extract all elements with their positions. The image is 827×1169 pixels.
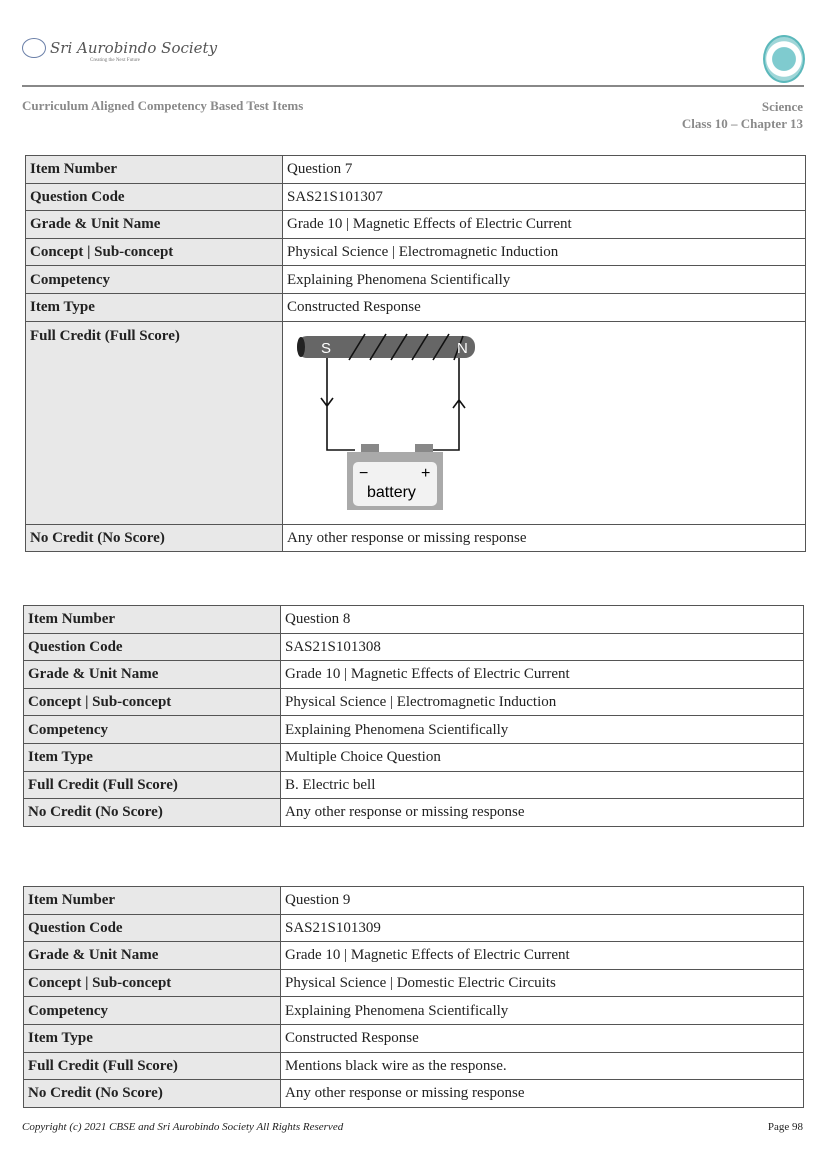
header-divider xyxy=(22,85,804,87)
table-row xyxy=(26,524,806,552)
document-title: Curriculum Aligned Competency Based Test Items xyxy=(22,98,304,113)
globe-icon xyxy=(22,38,46,58)
row-label: Concept | Sub-concept xyxy=(24,969,281,997)
battery-minus: − xyxy=(359,464,369,482)
row-label: Concept | Sub-concept xyxy=(24,688,281,716)
table-row xyxy=(24,942,804,970)
table-row xyxy=(24,606,804,634)
table-row xyxy=(24,771,804,799)
item-table-q7 xyxy=(25,155,806,552)
row-value: Any other response or missing response xyxy=(281,799,804,827)
table-row xyxy=(24,1024,804,1052)
row-label: Item Number xyxy=(24,606,281,634)
row-value: Question 8 xyxy=(281,606,804,634)
row-label: Full Credit (Full Score) xyxy=(24,771,281,799)
north-pole-label: N xyxy=(457,339,468,357)
logo-text: Sri Aurobindo Society xyxy=(50,39,218,57)
sri-aurobindo-society-logo xyxy=(22,38,218,63)
row-value: Question 9 xyxy=(281,887,804,915)
table-row xyxy=(26,156,806,184)
row-value: B. Electric bell xyxy=(281,771,804,799)
row-label: Item Type xyxy=(26,293,283,321)
table-row xyxy=(24,633,804,661)
item-table-q9 xyxy=(23,886,804,1108)
table-row xyxy=(26,321,806,524)
row-value: Grade 10 | Magnetic Effects of Electric Current xyxy=(281,942,804,970)
cbse-seal-icon xyxy=(763,35,805,83)
subject: Science xyxy=(761,99,803,114)
row-label: Question Code xyxy=(24,914,281,942)
logo-tagline: Creating the Next Future xyxy=(90,58,140,63)
table-row xyxy=(24,716,804,744)
table-row xyxy=(26,293,806,321)
electromagnet-circuit-diagram xyxy=(287,328,477,514)
table-row xyxy=(26,238,806,266)
table-row xyxy=(24,743,804,771)
subject-info xyxy=(682,98,803,132)
row-label: Item Number xyxy=(26,156,283,184)
battery-plus: + xyxy=(421,464,431,482)
row-value: SAS21S101308 xyxy=(281,633,804,661)
row-label: Item Type xyxy=(24,1024,281,1052)
row-label: Competency xyxy=(24,997,281,1025)
table-row xyxy=(24,969,804,997)
battery-label: battery xyxy=(367,483,416,501)
row-label: Concept | Sub-concept xyxy=(26,238,283,266)
row-label: Competency xyxy=(24,716,281,744)
table-row xyxy=(26,266,806,294)
row-value: Explaining Phenomena Scientifically xyxy=(281,716,804,744)
table-row xyxy=(24,799,804,827)
row-label: Grade & Unit Name xyxy=(24,661,281,689)
row-value: Mentions black wire as the response. xyxy=(281,1052,804,1080)
row-label: No Credit (No Score) xyxy=(24,799,281,827)
row-value: Any other response or missing response xyxy=(283,524,806,552)
row-label: No Credit (No Score) xyxy=(26,524,283,552)
row-value: Grade 10 | Magnetic Effects of Electric Current xyxy=(283,211,806,239)
row-value: Explaining Phenomena Scientifically xyxy=(283,266,806,294)
table-row xyxy=(26,211,806,239)
south-pole-label: S xyxy=(321,339,332,357)
row-value: SAS21S101307 xyxy=(283,183,806,211)
row-value: Physical Science | Electromagnetic Induction xyxy=(283,238,806,266)
row-value: Physical Science | Electromagnetic Induction xyxy=(281,688,804,716)
row-value: Grade 10 | Magnetic Effects of Electric Current xyxy=(281,661,804,689)
table-row xyxy=(24,997,804,1025)
row-label: Question Code xyxy=(24,633,281,661)
class-chapter: Class 10 – Chapter 13 xyxy=(681,116,803,131)
row-value: Explaining Phenomena Scientifically xyxy=(281,997,804,1025)
row-value: Physical Science | Domestic Electric Circuits xyxy=(281,969,804,997)
row-value: Any other response or missing response xyxy=(281,1080,804,1108)
row-label: Item Type xyxy=(24,743,281,771)
row-value: Constructed Response xyxy=(281,1024,804,1052)
table-row xyxy=(24,688,804,716)
row-value: SAS21S101309 xyxy=(281,914,804,942)
table-row xyxy=(24,661,804,689)
row-label: Full Credit (Full Score) xyxy=(26,321,283,524)
row-label: Full Credit (Full Score) xyxy=(24,1052,281,1080)
copyright: Copyright (c) 2021 CBSE and Sri Aurobindo Society All Rights Reserved xyxy=(22,1121,344,1133)
row-label: Item Number xyxy=(24,887,281,915)
table-row xyxy=(26,183,806,211)
row-value xyxy=(283,321,806,524)
table-row xyxy=(24,914,804,942)
row-label: No Credit (No Score) xyxy=(24,1080,281,1108)
row-label: Question Code xyxy=(26,183,283,211)
row-value: Constructed Response xyxy=(283,293,806,321)
row-value: Multiple Choice Question xyxy=(281,743,804,771)
row-label: Grade & Unit Name xyxy=(24,942,281,970)
table-row xyxy=(24,1080,804,1108)
table-row xyxy=(24,887,804,915)
row-label: Grade & Unit Name xyxy=(26,211,283,239)
row-label: Competency xyxy=(26,266,283,294)
row-value: Question 7 xyxy=(283,156,806,184)
page-number: Page 98 xyxy=(767,1121,803,1133)
item-table-q8 xyxy=(23,605,804,827)
table-row xyxy=(24,1052,804,1080)
